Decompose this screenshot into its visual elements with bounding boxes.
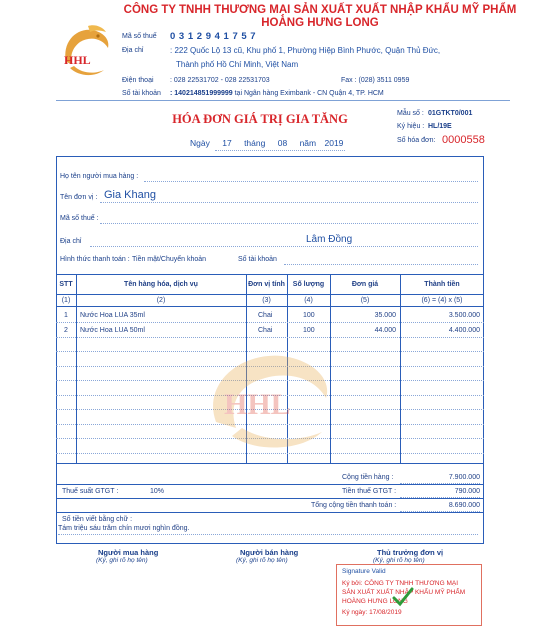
buyer-signature-note: (Ký, ghi rõ họ tên) — [96, 557, 148, 564]
payment-value: Tiền mặt/Chuyển khoản — [132, 256, 207, 263]
buyer-tax-label: Mã số thuế : — [60, 215, 99, 222]
col-sub-2: (2) — [156, 297, 166, 304]
vat-rate-value: 10% — [150, 488, 165, 495]
company-name: CÔNG TY TNHH THƯƠNG MẠI SẢN XUẤT XUẤT NHẬP KHẨU MỸ PHẨM HOÀNG HƯNG LONG — [123, 4, 517, 29]
checkmark-icon — [392, 586, 414, 608]
table-row-2-stt: 2 — [64, 327, 68, 334]
amount-words-label: Số tiền viết bằng chữ : — [62, 516, 133, 523]
col-header-name: Tên hàng hóa, dịch vụ — [124, 281, 198, 288]
buyer-signature-title: Người mua hàng — [98, 548, 159, 557]
symbol-value: HL/19E — [428, 123, 452, 130]
col-header-price: Đơn giá — [351, 281, 379, 288]
grand-total-label: Tổng cộng tiền thanh toán : — [311, 502, 397, 509]
buyer-account-label: Số tài khoản — [238, 256, 277, 263]
col-sub-4: (4) — [304, 297, 313, 304]
invoice-number-value: 0000558 — [442, 134, 485, 146]
buyer-address-label: Địa chỉ — [60, 238, 82, 245]
subheader-row-line — [56, 306, 484, 307]
buyer-address-value: Lâm Đồng — [306, 234, 353, 245]
date-prefix: Ngày — [190, 138, 210, 148]
col-sub-5: (5) — [360, 297, 370, 304]
date-underline — [215, 150, 345, 151]
table-row-2-unit: Chai — [258, 327, 273, 334]
subtotal-value: 7.900.000 — [448, 474, 480, 481]
table-row-2-amount: 4.400.000 — [448, 327, 480, 334]
buyer-unit-label: Tên đơn vị : — [60, 194, 98, 201]
seller-account-bank: tại Ngân hàng Eximbank - CN Quận 4, TP. HCM — [232, 90, 384, 97]
buyer-unit-line — [100, 202, 478, 203]
month-label: tháng — [244, 138, 266, 148]
seller-tax-label: Mã số thuế — [122, 33, 157, 40]
table-row-2-name: Nước Hoa LUA 50ml — [80, 327, 145, 334]
col-header-stt: STT — [59, 281, 73, 288]
table-row-2-price: 44.000 — [374, 327, 396, 334]
invoice-title: HÓA ĐƠN GIÁ TRỊ GIA TĂNG — [172, 112, 348, 126]
head-signature-note: (Ký, ghi rõ họ tên) — [373, 557, 425, 564]
table-row-1-qty: 100 — [303, 312, 315, 319]
seller-signature-note: (Ký, ghi rõ họ tên) — [236, 557, 288, 564]
grand-total-value: 8.690.000 — [448, 502, 480, 509]
symbol-label: Ký hiệu : — [397, 123, 425, 130]
seller-signature-title: Người bán hàng — [240, 548, 299, 557]
table-row-1-amount: 3.500.000 — [448, 312, 480, 319]
payment-label: Hình thức thanh toán : — [60, 256, 130, 263]
subtotal-label: Cộng tiền hàng : — [342, 474, 394, 481]
seller-address-label: Địa chỉ — [122, 47, 144, 54]
header-row-line — [56, 294, 484, 295]
watermark-text: HHL — [224, 388, 291, 421]
head-signature-title: Thủ trưởng đơn vị — [377, 548, 444, 557]
invoice-number-label: Số hóa đơn: — [397, 137, 436, 144]
seller-phone-label: Điện thoại — [122, 77, 154, 84]
col-header-qty: Số lượng — [292, 281, 325, 288]
col-sub-1: (1) — [61, 297, 71, 304]
seller-address-line1: : 222 Quốc Lộ 13 cũ, Khu phố 1, Phường Hiệp Bình Phước, Quận Thủ Đức, — [170, 46, 441, 55]
logo-text: HHL — [64, 53, 91, 67]
buyer-name-label: Họ tên người mua hàng : — [60, 173, 139, 180]
col-header-unit: Đơn vị tính — [248, 281, 285, 288]
signed-by-line-1: Ký bởi: CÔNG TY TNHH THƯƠNG MẠI — [342, 580, 459, 587]
buyer-account-line — [284, 264, 478, 265]
table-row-1-name: Nước Hoa LUA 35ml — [80, 312, 145, 319]
signature-valid-title: Signature Valid — [342, 568, 386, 575]
table-row-1-price: 35.000 — [374, 312, 396, 319]
amount-words-value: Tám triệu sáu trăm chín mươi nghìn đồng. — [58, 525, 190, 532]
amount-words-line — [58, 534, 478, 535]
seller-account-label: Số tài khoản — [122, 90, 161, 97]
table-row-guide — [56, 337, 484, 338]
vat-rate-label: Thuế suất GTGT : — [62, 488, 119, 495]
buyer-unit-value: Gia Khang — [104, 189, 156, 201]
seller-phone-value: : 028 22531702 - 028 22531703 — [170, 77, 270, 84]
vat-value: 790.000 — [454, 488, 480, 495]
date-year: 2019 — [324, 138, 344, 148]
col-sub-6: (6) = (4) x (5) — [421, 297, 463, 304]
seller-account-number: : 140214851999999 — [170, 90, 233, 97]
invoice-date — [190, 138, 343, 148]
grand-total-divider — [56, 512, 484, 513]
table-row-1-stt: 1 — [64, 312, 68, 319]
form-value: 01GTKT0/001 — [428, 110, 473, 117]
buyer-address-line — [90, 246, 478, 247]
dragon-logo-icon — [58, 22, 114, 82]
seller-address-line2: Thành phố Hồ Chí Minh, Việt Nam — [176, 60, 299, 69]
signed-by-line-2: SẢN XUẤT XUẤT NHẬP KHẨU MỸ PHẨM — [342, 589, 466, 596]
col-sub-3: (3) — [262, 297, 271, 304]
signed-date: Ký ngày: 17/08/2019 — [342, 609, 402, 616]
vat-divider — [56, 498, 484, 499]
vat-label: Tiền thuế GTGT : — [342, 488, 397, 495]
col-header-amount: Thành tiền — [424, 281, 460, 288]
company-logo — [58, 22, 114, 82]
seller-tax-value: 0 3 1 2 9 4 1 7 5 7 — [170, 31, 257, 42]
watermark-logo — [196, 344, 346, 454]
table-row-2-qty: 100 — [303, 327, 315, 334]
date-day: 17 — [222, 138, 232, 148]
form-label: Mẫu số : — [397, 110, 424, 117]
seller-account — [170, 90, 384, 97]
year-label: năm — [299, 138, 317, 148]
table-row-1-unit: Chai — [258, 312, 273, 319]
header-divider — [56, 100, 510, 101]
buyer-tax-line — [100, 223, 478, 224]
date-month: 08 — [277, 138, 288, 148]
signed-by-line-3: HOÀNG HƯNG LONG — [342, 598, 408, 605]
subtotal-divider — [56, 484, 484, 485]
buyer-name-line — [144, 181, 478, 182]
table-row-guide — [56, 322, 484, 323]
seller-fax: Fax : (028) 3511 0959 — [341, 77, 410, 84]
